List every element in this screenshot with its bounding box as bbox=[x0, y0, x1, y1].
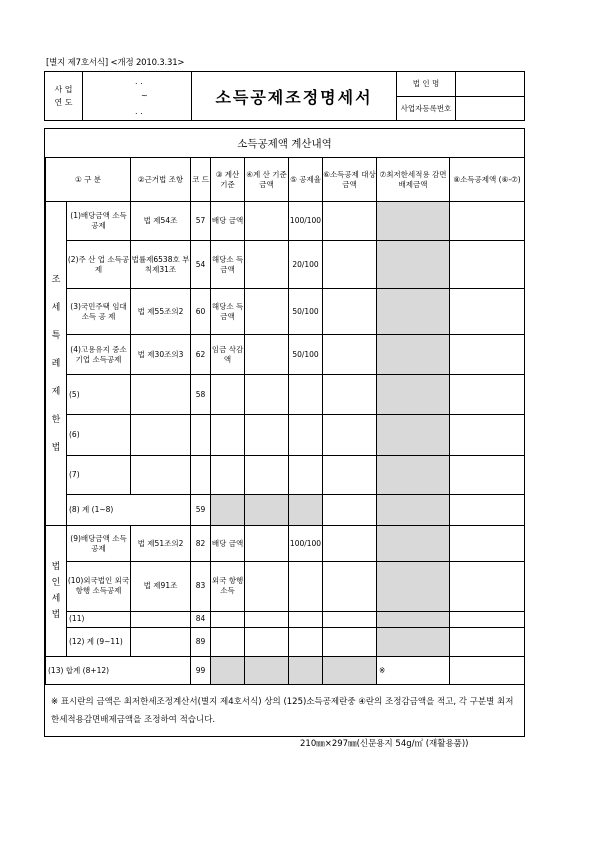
exclusion-amount-cell[interactable] bbox=[377, 562, 450, 612]
row-code: 83 bbox=[191, 562, 211, 612]
base-amount-cell[interactable] bbox=[245, 375, 289, 415]
row-law[interactable] bbox=[131, 415, 191, 456]
row-name: (7) bbox=[67, 456, 131, 495]
biz-no-field[interactable] bbox=[456, 97, 524, 121]
row-code: 60 bbox=[191, 289, 211, 335]
period-start-dots: . . bbox=[135, 77, 143, 86]
period-label bbox=[45, 72, 83, 120]
row-code: 54 bbox=[191, 241, 211, 289]
deduction-table bbox=[45, 157, 525, 685]
target-amount-cell[interactable] bbox=[323, 526, 377, 562]
table-row bbox=[46, 415, 525, 456]
target-amount-cell[interactable] bbox=[323, 415, 377, 456]
subtotal-row bbox=[46, 495, 525, 526]
row-basis[interactable] bbox=[211, 611, 245, 628]
row-code: 84 bbox=[191, 611, 211, 628]
row-rate: 100/100 bbox=[289, 526, 323, 562]
col-exclusion-amount: ⑦최저한세적용 감면배제금액 bbox=[377, 158, 450, 202]
row-name: (6) bbox=[67, 415, 131, 456]
table-row bbox=[46, 456, 525, 495]
table-row bbox=[46, 375, 525, 415]
row-name: (9)배당금액 소득공제 bbox=[67, 526, 131, 562]
row-law: 법률제6538호 부칙제31조 bbox=[131, 241, 191, 289]
total-deduction-cell[interactable] bbox=[450, 657, 525, 685]
deduction-amount-cell[interactable] bbox=[450, 562, 525, 612]
col-basis: ③ 계산 기준 bbox=[211, 158, 245, 202]
target-amount-cell[interactable] bbox=[323, 241, 377, 289]
group-label-tax-special: 조 세 특 례 제 한 법 bbox=[46, 202, 67, 526]
col-target-amount: ⑥소득공제 대상금액 bbox=[323, 158, 377, 202]
row-law: 법 제30조의3 bbox=[131, 335, 191, 375]
row-code: 62 bbox=[191, 335, 211, 375]
corp-name-field[interactable] bbox=[456, 72, 524, 97]
target-amount-cell[interactable] bbox=[323, 335, 377, 375]
row-name: (1)배당금액 소득공제 bbox=[67, 202, 131, 241]
col-deduction-amount: ⑧소득공제액 (⑥-⑦) bbox=[450, 158, 525, 202]
exclusion-amount-cell[interactable] bbox=[377, 375, 450, 415]
target-amount-cell[interactable] bbox=[323, 628, 377, 657]
table-row bbox=[46, 562, 525, 612]
deduction-amount-cell[interactable] bbox=[450, 628, 525, 657]
row-law[interactable] bbox=[131, 375, 191, 415]
subtotal-label: (8) 계 (1~8) bbox=[67, 495, 191, 526]
row-basis: 해당소 득금액 bbox=[211, 289, 245, 335]
exclusion-amount-cell[interactable] bbox=[377, 495, 450, 526]
table-row bbox=[46, 289, 525, 335]
period-label-1: 사 업 bbox=[54, 85, 73, 94]
shaded-cell bbox=[323, 657, 377, 685]
target-amount-cell[interactable] bbox=[323, 456, 377, 495]
target-amount-cell[interactable] bbox=[323, 375, 377, 415]
row-basis: 외국 항행 소득 bbox=[211, 562, 245, 612]
row-name: (10)외국법인 외국항행 소득공제 bbox=[67, 562, 131, 612]
total-code: 99 bbox=[191, 657, 211, 685]
row-basis[interactable] bbox=[211, 415, 245, 456]
deduction-amount-cell[interactable] bbox=[450, 289, 525, 335]
deduction-amount-cell[interactable] bbox=[450, 241, 525, 289]
col-base-amount: ④계 산 기준금액 bbox=[245, 158, 289, 202]
shaded-cell bbox=[245, 495, 289, 526]
shaded-cell bbox=[245, 657, 289, 685]
row-law: 법 제54조 bbox=[131, 202, 191, 241]
row-code[interactable] bbox=[191, 456, 211, 495]
exclusion-amount-cell[interactable] bbox=[377, 202, 450, 241]
deduction-amount-cell[interactable] bbox=[450, 456, 525, 495]
row-code: 82 bbox=[191, 526, 211, 562]
row-name: (3)국민주택 임대소득 공 제 bbox=[67, 289, 131, 335]
row-rate: 20/100 bbox=[289, 241, 323, 289]
target-amount-cell[interactable] bbox=[323, 495, 377, 526]
row-law[interactable] bbox=[131, 611, 191, 628]
header-row bbox=[46, 158, 525, 202]
paper-spec: 210㎜×297㎜(신문용지 54g/㎡ (재활용품)) bbox=[300, 739, 469, 749]
form-header bbox=[44, 71, 525, 121]
row-basis: 임금 삭감액 bbox=[211, 335, 245, 375]
row-rate: 100/100 bbox=[289, 202, 323, 241]
form-label: [별지 제7호서식] <개정 2010.3.31> bbox=[46, 58, 185, 68]
table-row bbox=[46, 611, 525, 628]
exclusion-amount-cell[interactable] bbox=[377, 628, 450, 657]
target-amount-cell[interactable] bbox=[323, 202, 377, 241]
row-rate: 50/100 bbox=[289, 289, 323, 335]
calculation-frame bbox=[44, 128, 525, 737]
row-name: (4)고용유지 중소기업 소득공제 bbox=[67, 335, 131, 375]
row-rate: 50/100 bbox=[289, 335, 323, 375]
base-amount-cell[interactable] bbox=[245, 335, 289, 375]
row-basis: 배당 금액 bbox=[211, 202, 245, 241]
exclusion-amount-cell[interactable] bbox=[377, 456, 450, 495]
table-row bbox=[46, 335, 525, 375]
row-name: (2)주 산 업 소득공제 bbox=[67, 241, 131, 289]
subtotal-code: 59 bbox=[191, 495, 211, 526]
row-basis bbox=[211, 628, 245, 657]
base-amount-cell[interactable] bbox=[245, 289, 289, 335]
shaded-cell bbox=[289, 657, 323, 685]
table-row bbox=[46, 241, 525, 289]
row-rate[interactable] bbox=[289, 456, 323, 495]
exclusion-amount-cell[interactable] bbox=[377, 289, 450, 335]
row-basis: 해당소 득금액 bbox=[211, 241, 245, 289]
shaded-cell bbox=[289, 495, 323, 526]
deduction-amount-cell[interactable] bbox=[450, 375, 525, 415]
exclusion-amount-cell[interactable] bbox=[377, 335, 450, 375]
base-amount-cell[interactable] bbox=[245, 415, 289, 456]
row-rate[interactable] bbox=[289, 415, 323, 456]
base-amount-cell[interactable] bbox=[245, 611, 289, 628]
row-rate bbox=[289, 628, 323, 657]
footnote: ※ 표시란의 금액은 최저한세조정계산서(별지 제4호서식) 상의 (125)소득공제란중 ④란의 조정감금액을 적고, 각 구분별 최저한세적용감면배제금액을 조정하여 적습니다. bbox=[51, 697, 514, 725]
deduction-amount-cell[interactable] bbox=[450, 415, 525, 456]
base-amount-cell[interactable] bbox=[245, 562, 289, 612]
row-rate[interactable] bbox=[289, 375, 323, 415]
row-code: 58 bbox=[191, 375, 211, 415]
subtotal-label: (12) 계 (9~11) bbox=[67, 628, 131, 657]
base-amount-cell[interactable] bbox=[245, 526, 289, 562]
period-field[interactable] bbox=[83, 72, 192, 120]
corp-name-label: 법 인 명 bbox=[397, 72, 455, 97]
col-law: ②근거법 조항 bbox=[131, 158, 191, 202]
period-tilde: ~ bbox=[141, 91, 148, 100]
total-exclusion-cell[interactable]: ※ bbox=[377, 657, 450, 685]
total-row bbox=[46, 657, 525, 685]
target-amount-cell[interactable] bbox=[323, 611, 377, 628]
exclusion-amount-cell[interactable] bbox=[377, 611, 450, 628]
section-title: 소득공제액 계산내역 bbox=[237, 137, 332, 150]
exclusion-amount-cell[interactable] bbox=[377, 415, 450, 456]
row-law: 법 제51조의2 bbox=[131, 526, 191, 562]
page-title: 소득공제조정명세서 bbox=[215, 87, 373, 107]
row-name: (5) bbox=[67, 375, 131, 415]
exclusion-amount-cell[interactable] bbox=[377, 241, 450, 289]
shaded-cell bbox=[211, 657, 245, 685]
row-basis[interactable] bbox=[211, 456, 245, 495]
header-values bbox=[455, 72, 524, 120]
deduction-amount-cell[interactable] bbox=[450, 202, 525, 241]
row-law[interactable] bbox=[131, 456, 191, 495]
row-rate[interactable] bbox=[289, 611, 323, 628]
subtotal-row bbox=[46, 628, 525, 657]
deduction-amount-cell[interactable] bbox=[450, 611, 525, 628]
header-labels bbox=[396, 72, 455, 120]
table-row bbox=[46, 526, 525, 562]
row-basis: 배당 금액 bbox=[211, 526, 245, 562]
deduction-amount-cell[interactable] bbox=[450, 526, 525, 562]
row-law: 법 제91조 bbox=[131, 562, 191, 612]
period-label-2: 연 도 bbox=[54, 98, 73, 107]
col-rate: ⑤ 공제율 bbox=[289, 158, 323, 202]
col-division: ① 구 분 bbox=[46, 158, 131, 202]
row-basis[interactable] bbox=[211, 375, 245, 415]
table-row bbox=[46, 202, 525, 241]
exclusion-amount-cell[interactable] bbox=[377, 526, 450, 562]
target-amount-cell[interactable] bbox=[323, 289, 377, 335]
row-code: 57 bbox=[191, 202, 211, 241]
subtotal-code: 89 bbox=[191, 628, 211, 657]
shaded-cell bbox=[211, 495, 245, 526]
base-amount-cell[interactable] bbox=[245, 241, 289, 289]
row-rate[interactable] bbox=[289, 562, 323, 612]
row-law bbox=[131, 628, 191, 657]
deduction-amount-cell[interactable] bbox=[450, 495, 525, 526]
group-label-corp-tax: 법 인 세 법 bbox=[46, 526, 67, 657]
col-code: 코 드 bbox=[191, 158, 211, 202]
biz-no-label: 사업자등록번호 bbox=[400, 103, 452, 113]
row-law: 법 제55조의2 bbox=[131, 289, 191, 335]
base-amount-cell[interactable] bbox=[245, 456, 289, 495]
base-amount-cell[interactable] bbox=[245, 628, 289, 657]
total-label: (13) 합계 (8+12) bbox=[46, 657, 191, 685]
base-amount-cell[interactable] bbox=[245, 202, 289, 241]
target-amount-cell[interactable] bbox=[323, 562, 377, 612]
row-name: (11) bbox=[67, 611, 131, 628]
row-code[interactable] bbox=[191, 415, 211, 456]
deduction-amount-cell[interactable] bbox=[450, 335, 525, 375]
period-end-dots: . . bbox=[135, 107, 143, 116]
